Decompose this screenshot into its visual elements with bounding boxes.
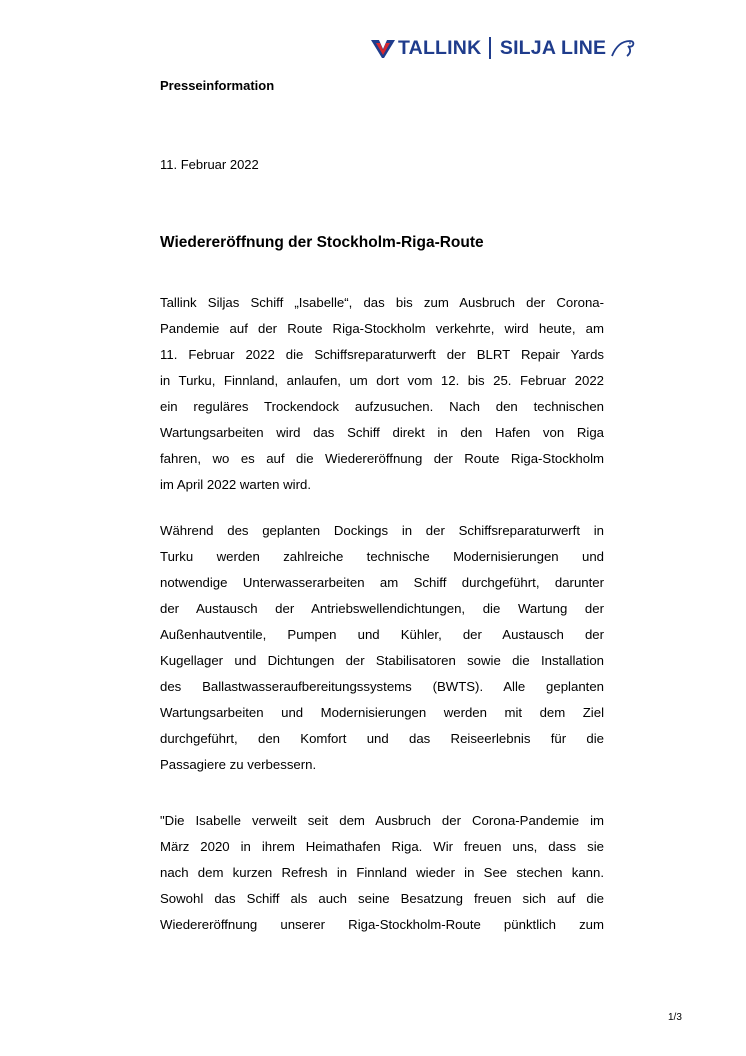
text-line: in Turku, Finnland, anlaufen, um dort vom 12. bis 25. Februar 2022 <box>160 373 604 388</box>
text-line: Während des geplanten Dockings in der Schiffsreparaturwerft in <box>160 523 604 538</box>
text-line: Wartungsarbeiten wird das Schiff direkt in den Hafen von Riga <box>160 425 604 440</box>
seal-icon <box>610 38 636 58</box>
text-line: des Ballastwasseraufbereitungssystems (BWTS). Alle geplanten <box>160 679 604 694</box>
logo-divider <box>489 37 491 59</box>
tallink-mark-icon <box>370 37 396 59</box>
paragraph-1 <box>160 290 604 498</box>
logo-tallink-text: TALLINK <box>398 36 482 59</box>
headline: Wiedereröffnung der Stockholm-Riga-Route <box>160 234 484 251</box>
text-line: "Die Isabelle verweilt seit dem Ausbruch der Corona-Pandemie im <box>160 813 604 828</box>
page-number: 1/3 <box>668 1012 682 1023</box>
text-line: März 2020 in ihrem Heimathafen Riga. Wir freuen uns, dass sie <box>160 839 604 854</box>
text-line: Wartungsarbeiten und Modernisierungen werden mit dem Ziel <box>160 705 604 720</box>
text-line: Außenhautventile, Pumpen und Kühler, der Austausch der <box>160 627 604 642</box>
text-line: 11. Februar 2022 die Schiffsreparaturwerft der BLRT Repair Yards <box>160 347 604 362</box>
text-line: fahren, wo es auf die Wiedereröffnung der Route Riga-Stockholm <box>160 451 604 466</box>
text-line: der Austausch der Antriebswellendichtungen, die Wartung der <box>160 601 604 616</box>
text-line: notwendige Unterwasserarbeiten am Schiff durchgeführt, darunter <box>160 575 604 590</box>
paragraph-3 <box>160 808 604 938</box>
tallink-silja-logo <box>370 34 636 62</box>
text-line: Kugellager und Dichtungen der Stabilisatoren sowie die Installation <box>160 653 604 668</box>
paragraph-2 <box>160 518 604 778</box>
text-line: im April 2022 warten wird. <box>160 477 311 492</box>
text-line: durchgeführt, den Komfort und das Reiseerlebnis für die <box>160 731 604 746</box>
logo-silja-line-text: SILJA LINE <box>499 36 607 59</box>
release-date: 11. Februar 2022 <box>160 157 259 172</box>
press-label: Presseinformation <box>160 78 275 93</box>
text-line: ein reguläres Trockendock aufzusuchen. Nach den technischen <box>160 399 604 414</box>
text-line: nach dem kurzen Refresh in Finnland wieder in See stechen kann. <box>160 865 604 880</box>
text-line: Turku werden zahlreiche technische Modernisierungen und <box>160 549 604 564</box>
text-line: Tallink Siljas Schiff „Isabelle“, das bis zum Ausbruch der Corona- <box>160 295 604 310</box>
text-line: Sowohl das Schiff als auch seine Besatzung freuen sich auf die <box>160 891 604 906</box>
text-line: Wiedereröffnung unserer Riga-Stockholm-Route pünktlich zum <box>160 917 604 932</box>
text-line: Passagiere zu verbessern. <box>160 757 317 772</box>
text-line: Pandemie auf der Route Riga-Stockholm verkehrte, wird heute, am <box>160 321 604 336</box>
